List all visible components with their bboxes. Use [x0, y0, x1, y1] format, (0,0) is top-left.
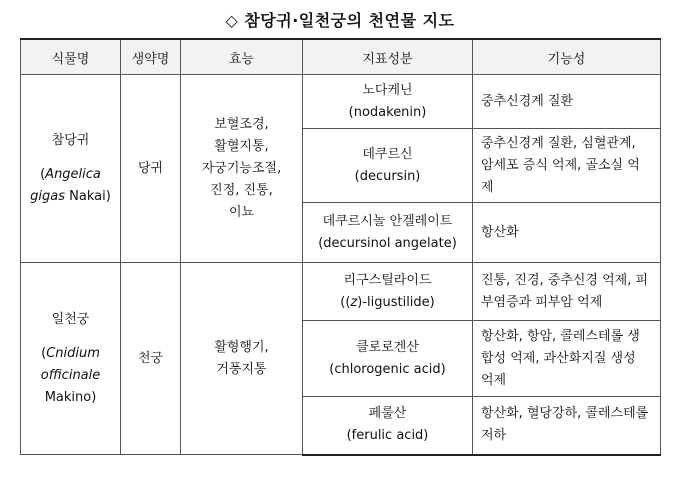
efficacy-line: 진정, 진통, [210, 182, 273, 198]
function-cell: 항산화, 혈당강하, 콜레스테롤 저하 [473, 397, 661, 455]
component-en: (chlorogenic acid) [329, 361, 446, 377]
efficacy-line: 활혈지통, [214, 138, 269, 154]
header-plant-name: 식물명 [21, 39, 121, 75]
component-en: (nodakenin) [348, 104, 427, 120]
efficacy-cell [181, 263, 303, 455]
function-cell: 항산화 [473, 203, 661, 263]
component-en: (decursin) [354, 168, 421, 184]
component-cell [303, 263, 473, 321]
component-en: (decursinol angelate) [318, 235, 457, 251]
component-cell [303, 129, 473, 203]
plant-name: 참당귀 [51, 132, 90, 148]
function-cell: 중추신경계 질환 [473, 75, 661, 129]
component-cell [303, 321, 473, 397]
herbal-name: 당귀 [121, 75, 181, 263]
table-row [21, 263, 661, 321]
herbal-name: 천궁 [121, 263, 181, 455]
table-header-row [21, 39, 661, 75]
efficacy-line: 이뇨 [228, 204, 255, 220]
component-kr: 페룰산 [368, 406, 407, 422]
component-kr: 클로로겐산 [356, 339, 419, 355]
page-title: ◇ 참당귀·일천궁의 천연물 지도 [225, 11, 455, 30]
component-en: (ferulic acid) [346, 428, 429, 444]
header-efficacy: 효능 [181, 39, 303, 75]
efficacy-cell [181, 75, 303, 263]
component-cell [303, 75, 473, 129]
function-cell: 진통, 진경, 중추신경 억제, 피부염증과 피부암 억제 [473, 263, 661, 321]
function-cell: 중추신경계 질환, 심혈관계, 암세포 증식 억제, 골소실 억제 [473, 129, 661, 203]
function-cell: 항산화, 항암, 콜레스테롤 생합성 억제, 과산화지질 생성 억제 [473, 321, 661, 397]
latin-name: Cnidium [46, 345, 100, 361]
plant-name: 일천궁 [51, 311, 90, 327]
table-row [21, 75, 661, 129]
natural-product-table [20, 38, 661, 456]
component-en: ((z)-ligustilide) [340, 294, 435, 310]
latin-author: Nakai [69, 188, 106, 204]
header-herbal-name: 생약명 [121, 39, 181, 75]
component-kr: 데쿠르신 [362, 146, 413, 162]
header-function: 기능성 [473, 39, 661, 75]
component-kr: 데쿠르시놀 안겔레이트 [322, 213, 453, 229]
efficacy-line: 보혈조경, [214, 116, 269, 132]
efficacy-line: 활형행기, [214, 339, 269, 355]
header-marker-compound: 지표성분 [303, 39, 473, 75]
efficacy-line: 자궁기능조절, [201, 160, 282, 176]
plant-name-cell: 참당귀 (Angelica gigas Nakai) [21, 75, 121, 263]
efficacy-line: 거풍지통 [216, 361, 267, 377]
latin-name: Angelica [45, 166, 101, 182]
component-kr: 리구스틸라이드 [343, 272, 432, 288]
component-cell [303, 397, 473, 455]
latin-author: Makino [44, 389, 92, 405]
latin-name: officinale [40, 367, 101, 383]
component-cell [303, 203, 473, 263]
plant-name-cell: 일천궁 (Cnidium officinale Makino) [21, 263, 121, 455]
component-kr: 노다케닌 [362, 82, 413, 98]
